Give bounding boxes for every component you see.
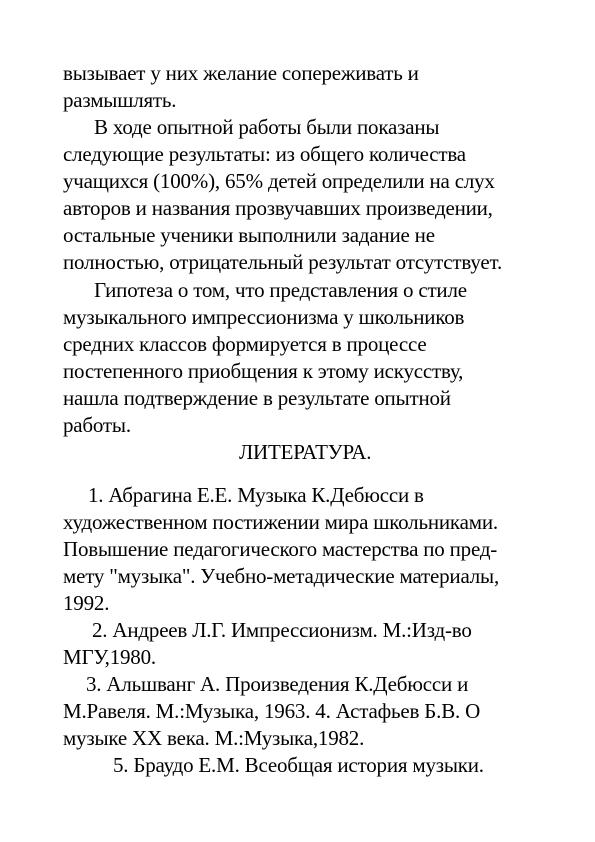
text-line: учащихся (100%), 65% детей определили на слух <box>63 169 495 193</box>
text-line: полностью, отрицательный результат отсутствует. <box>63 250 502 274</box>
text-line: 1. Абрагина Е.Е. Музыка К.Дебюсси в <box>88 483 424 507</box>
text-line: следующие результаты: из общего количества <box>63 142 466 166</box>
text-line: работы. <box>63 413 131 437</box>
text-line: 2. Андреев Л.Г. Импрессионизм. М.:Изд-во <box>92 618 472 642</box>
text-line: Повышение педагогического мастерства по пред- <box>63 537 498 561</box>
text-line: нашла подтверждение в результате опытной <box>63 386 451 410</box>
text-line: 1992. <box>63 591 110 615</box>
text-line: 5. Браудо Е.М. Всеобщая история музыки. <box>113 753 484 777</box>
text-line: размышлять. <box>63 88 177 112</box>
text-line: музыкального импрессионизма у школьников <box>63 305 465 329</box>
text-line: Гипотеза о том, что представления о стиле <box>94 278 467 302</box>
text-line: мету "музыка". Учебно-метадические материалы, <box>63 564 499 588</box>
text-line: средних классов формируется в процессе <box>63 332 427 356</box>
text-line: МГУ,1980. <box>63 645 156 669</box>
text-line: постепенного приобщения к этому искусству, <box>63 359 464 383</box>
text-line: 3. Альшванг А. Произведения К.Дебюсси и <box>86 672 469 696</box>
references-heading: ЛИТЕРАТУРА. <box>239 440 372 464</box>
text-line: музыке XX века. М.:Музыка,1982. <box>63 726 365 750</box>
text-line: В ходе опытной работы были показаны <box>94 115 440 139</box>
text-line: остальные ученики выполнили задание не <box>63 223 435 247</box>
text-line: художественном постижении мира школьниками. <box>63 510 498 534</box>
text-line: авторов и названия прозвучавших произведении, <box>63 196 493 220</box>
text-line: М.Равеля. М.:Музыка, 1963. 4. Астафьев Б.В. О <box>63 699 481 723</box>
text-line: вызывает у них желание сопереживать и <box>63 61 419 85</box>
